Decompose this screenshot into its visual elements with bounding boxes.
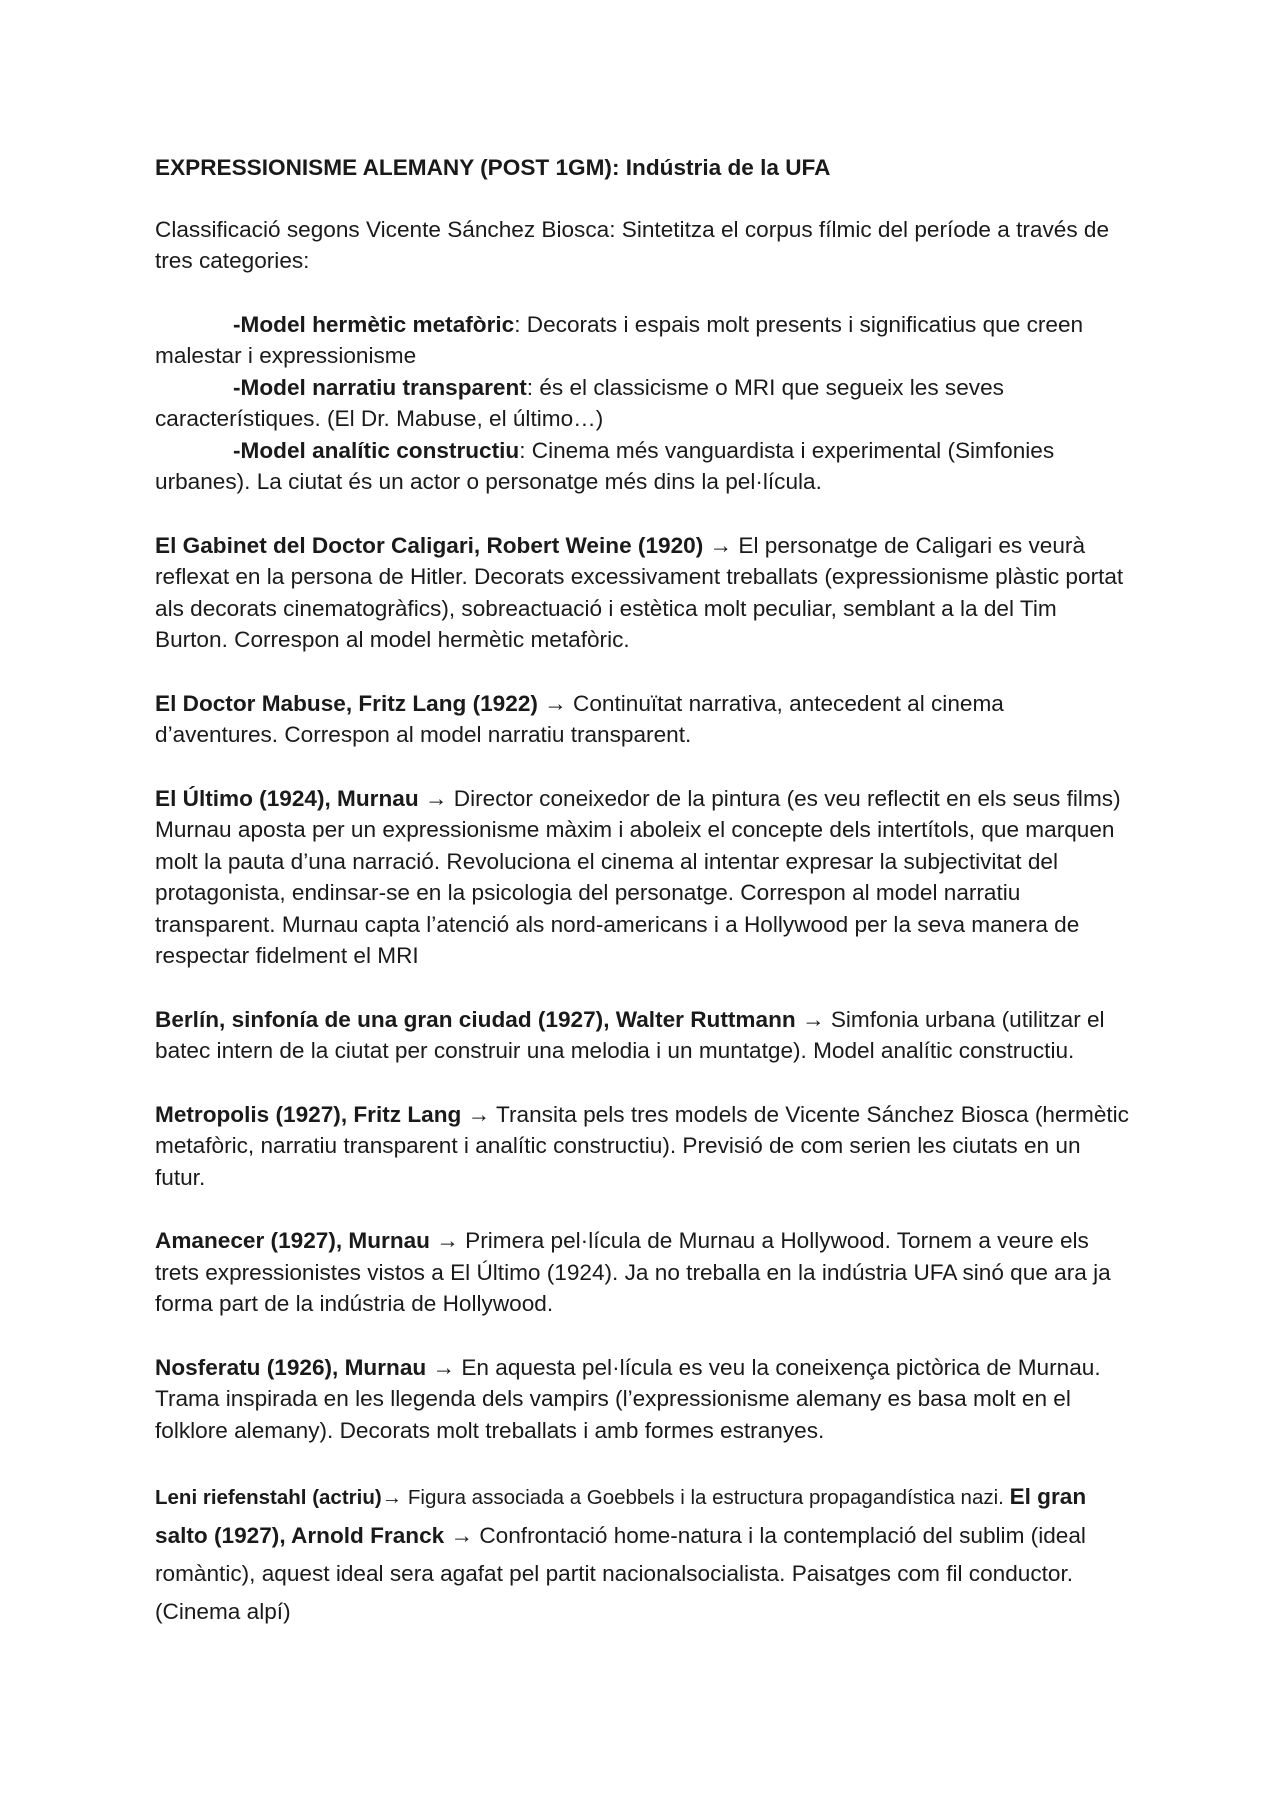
film-heading: Nosferatu (1926), Murnau [155,1354,427,1380]
model-term: -Model hermètic metafòric [233,311,515,337]
leni-paragraph [155,1478,1130,1631]
film-paragraph [155,688,1130,751]
film-paragraph [155,1004,1130,1067]
film-heading: Amanecer (1927), Murnau [155,1228,430,1253]
model-item [155,309,1130,372]
film-heading: Berlín, sinfonía de una gran ciudad (1927), Walter Ruttmann [155,1006,796,1032]
film-heading: El Último (1924), Murnau [155,785,419,811]
document-title: EXPRESSIONISME ALEMANY (POST 1GM): Indústria de la UFA [155,155,831,180]
film-heading: El gran salto (1927), Arnold Franck [155,1484,1087,1548]
model-term: -Model analític constructiu [233,437,520,463]
intro-paragraph: Classificació segons Vicente Sánchez Biosca: Sintetitza el corpus fílmic del període a través de tres categories: [155,216,1110,273]
film-heading: Metropolis (1927), Fritz Lang [155,1101,462,1127]
film-paragraph [155,1099,1130,1194]
model-text: : és el classicisme o MRI que segueix les seves característiques. (El Dr. Mabuse, el último…) [155,374,1004,431]
film-text: → Confrontació home-natura i la contemplació del sublim (ideal romàntic), aquest ideal sera agafat pel partit nacionalsocialista. Paisatges com fil conductor. (Cinema alpí) [155,1523,1086,1624]
film-text: → Director coneixedor de la pintura (es veu reflectit en els seus films) Murnau aposta per un expressionisme màxim i aboleix el concepte dels intertítols, que marquen molt la pauta d’una narració. Revoluciona el cinema al intentar expresar la subjectivitat del protagonista, endinsar-se en la psicologia del personatge. Correspon al model narratiu transparent. Murnau capta l’atenció als nord-americans i a Hollywood per la seva manera de respectar fidelment el MRI [155,785,1121,968]
film-text: → Simfonia urbana (utilitzar el batec intern de la ciutat per construir una melodia i un muntatge). Model analític constructiu. [155,1006,1105,1063]
film-text: → En aquesta pel·lícula es veu la coneixença pictòrica de Murnau. Trama inspirada en les llegenda dels vampirs (l’expressionisme alemany es basa molt en el folklore alemany). Decorats molt treballats i amb formes estranyes. [155,1354,1101,1443]
leni-heading: Leni riefenstahl (actriu) [155,1486,382,1509]
film-heading: El Gabinet del Doctor Caligari, Robert Weine (1920) [155,532,704,558]
film-text: → Primera pel·lícula de Murnau a Hollywood. Tornem a veure els trets expressionistes vistos a El Último (1924). Ja no treballa en la indústria UFA sinó que ara ja forma part de la indústria de Hollywood. [155,1228,1111,1316]
film-text: → El personatge de Caligari es veurà reflexat en la persona de Hitler. Decorats excessivament treballats (expressionisme plàstic portat als decorats cinematogràfics), sobreactuació i estètica molt peculiar, semblant a la del Tim Burton. Correspon al model hermètic metafòric. [155,532,1124,652]
film-paragraph [155,530,1130,656]
film-text: → Continuïtat narrativa, antecedent al cinema d’aventures. Correspon al model narratiu transparent. [155,690,1004,747]
model-term: -Model narratiu transparent [233,374,527,400]
film-paragraph [155,783,1130,972]
film-text: → Transita pels tres models de Vicente Sánchez Biosca (hermètic metafòric, narratiu transparent i analític constructiu). Previsió de com serien les ciutats en un futur. [155,1101,1129,1190]
model-item [155,435,1130,498]
film-paragraph [155,1352,1130,1447]
model-text: : Decorats i espais molt presents i significatius que creen malestar i expressionisme [155,311,1084,368]
leni-text: → Figura associada a Goebbels i la estructura propagandística nazi. [381,1486,1010,1509]
model-text: : Cinema més vanguardista i experimental (Simfonies urbanes). La ciutat és un actor o personatge més dins la pel·lícula. [155,437,1055,494]
film-heading: El Doctor Mabuse, Fritz Lang (1922) [155,690,538,716]
model-item [155,372,1130,435]
film-paragraph [155,1225,1130,1320]
